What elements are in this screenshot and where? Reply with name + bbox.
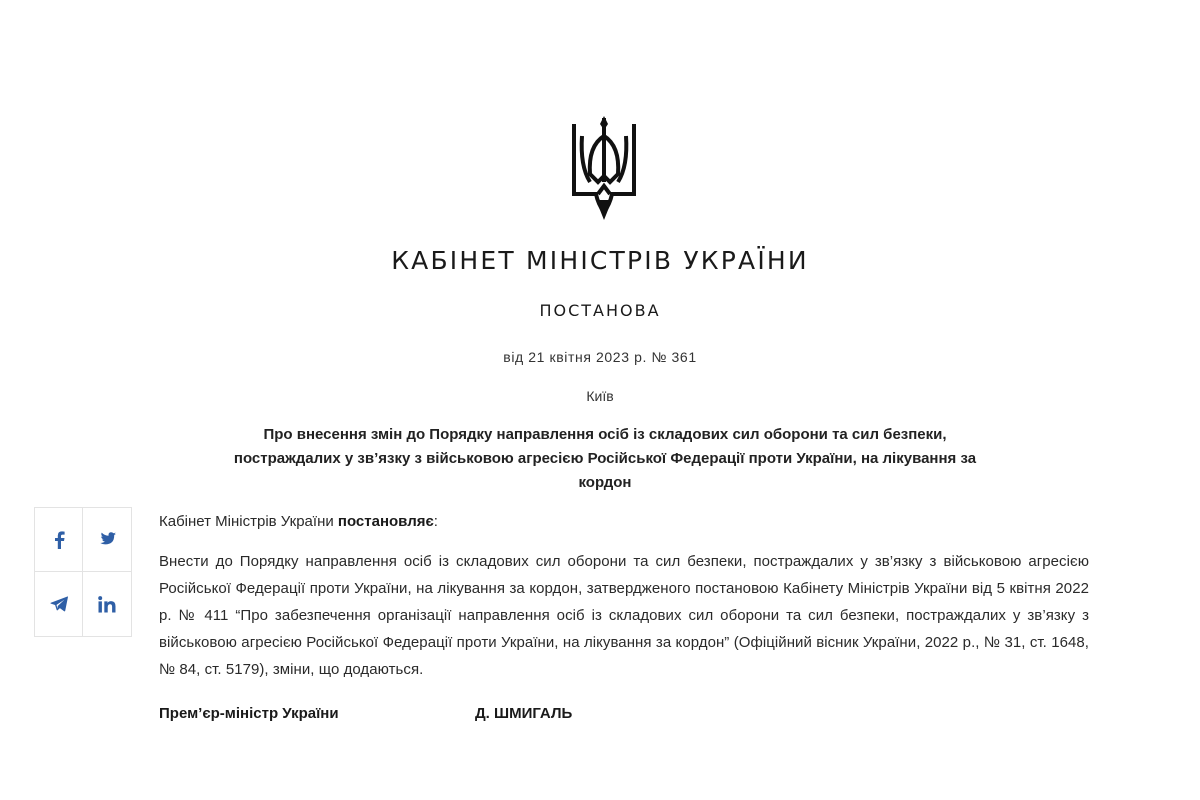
signature-name: Д. ШМИГАЛЬ xyxy=(475,705,573,722)
document-type: ПОСТАНОВА xyxy=(539,301,661,320)
resolution-intro xyxy=(159,510,1089,534)
intro-text: Кабінет Міністрів України xyxy=(159,513,338,530)
signature-position: Прем’єр-міністр України xyxy=(159,705,339,722)
facebook-icon xyxy=(53,531,65,549)
document-body xyxy=(159,510,1089,683)
linkedin-icon xyxy=(98,596,116,613)
twitter-icon xyxy=(98,532,116,547)
intro-colon: : xyxy=(433,513,438,530)
intro-keyword: постановляє xyxy=(337,513,434,530)
document-heading: Про внесення змін до Порядку направлення осіб із складових сил оборони та сил безпеки, постраждалих у зв’язку з військовою агресією Російської Федерації проти України, на лікування за кордон xyxy=(233,426,977,491)
share-telegram-button[interactable] xyxy=(35,572,83,636)
resolution-paragraph: Внести до Порядку направлення осіб із складових сил оборони та сил безпеки, постраждалих у зв’язку з військовою агресією Російської Федерації проти України, на лікування за кордон, затвердженого постановою Кабінету Міністрів України від 5 квітня 2022 р. № 411 “Про забезпечення організації направлення осіб із складових сил оборони та сил безпеки, постраждалих у зв’язку з військовою агресією Російської Федерації проти України, на лікування за кордон” (Офіційний вісник України, 2022 р., № 31, ст. 1648, № 84, ст. 5179), зміни, що додаються. xyxy=(159,553,1089,678)
document-date-number: від 21 квітня 2023 р. № 361 xyxy=(503,349,697,365)
document-place: Київ xyxy=(586,388,614,404)
organization-title: КАБІНЕТ МІНІСТРІВ УКРАЇНИ xyxy=(391,246,809,275)
share-twitter-button[interactable] xyxy=(83,508,131,572)
share-panel xyxy=(34,507,132,637)
share-facebook-button[interactable] xyxy=(35,508,83,572)
telegram-icon xyxy=(50,596,68,612)
ukraine-trident-icon xyxy=(568,116,640,220)
share-linkedin-button[interactable] xyxy=(83,572,131,636)
